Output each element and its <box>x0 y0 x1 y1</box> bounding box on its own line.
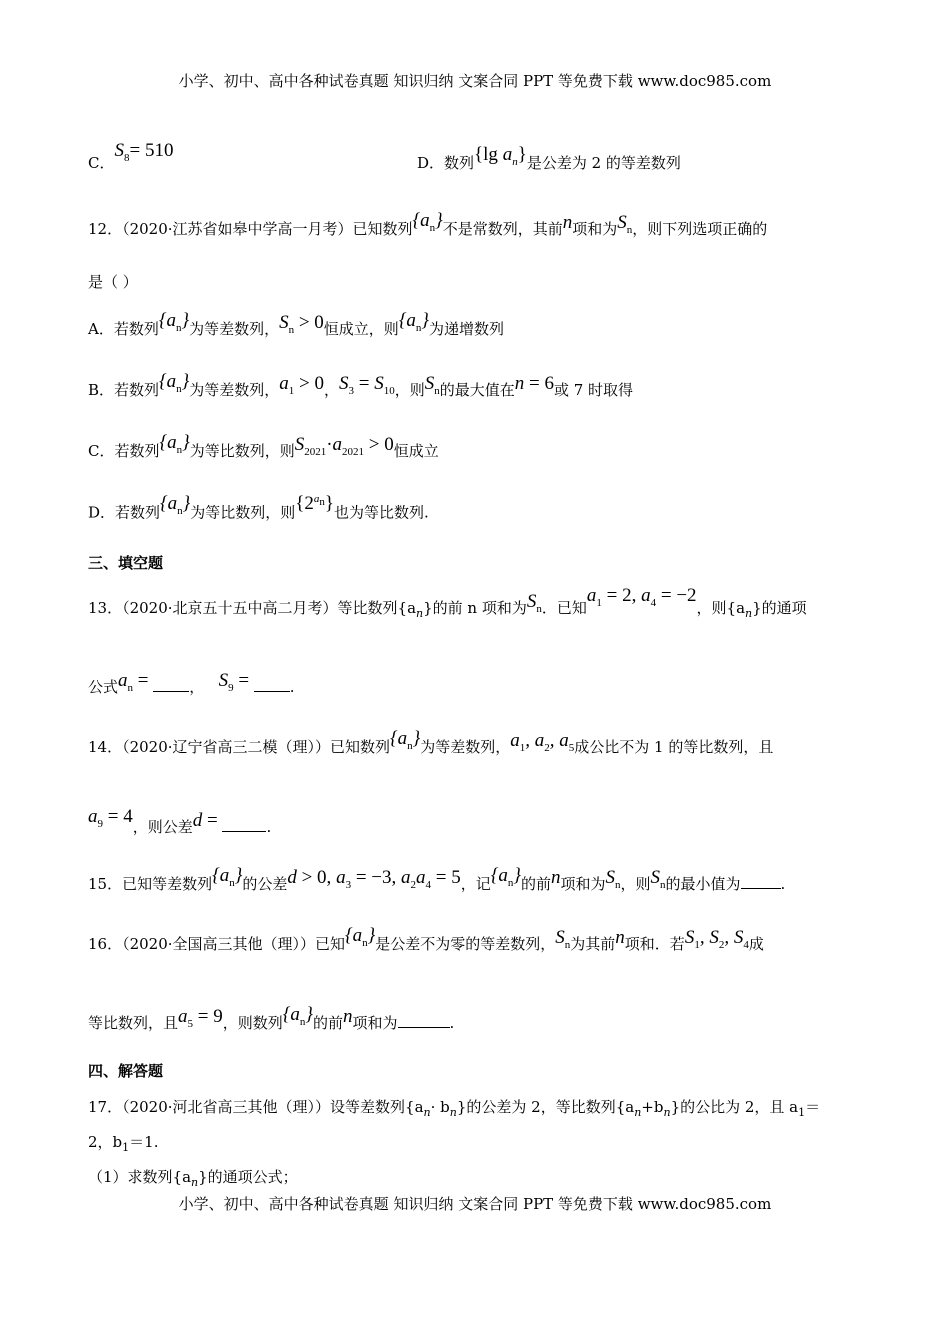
q12-option-b: B．若数列$\{a_n\}$为等差数列，$a_1 > 0$，$S_3 = S_{10}$，则$S_n$的最大值在n = 6或 7 时取得 <box>88 371 634 399</box>
q16-stem: 16．（2020·全国高三其他（理））已知$\{a_n\}$是公差不为零的等差数列，$S_n$为其前n项和．若$S_1$, $S_2$, $S_4$成 <box>88 925 764 953</box>
q11-option-c: C．$S_8= 510$ <box>88 140 174 172</box>
q17-stem-cont: 2，$b_1=1$. <box>88 1133 159 1154</box>
q11-option-d: D．数列{lg $a_n$}是公差为 2 的等差数列 <box>417 144 681 172</box>
q13-stem-cont: 公式$a_n$ = ， $S_9$ = . <box>88 670 295 696</box>
q13-stem: 13．（2020·北京五十五中高二月考）等比数列$\{a_n\}$的前 n 项和为$S_n$．已知$a_1 = 2$, $a_4 = -2$，则$\{a_n\}$的通项 <box>88 585 807 620</box>
page-header: 小学、初中、高中各种试卷真题 知识归纳 文案合同 PPT 等免费下载 www.doc985.com <box>178 72 772 90</box>
q12-stem: 12．（2020·江苏省如皋中学高一月考）已知数列$\{a_n\}$不是常数列，其前n项和为$S_n$，则下列选项正确的 <box>88 210 768 238</box>
q12-option-d: D．若数列$\{a_n\}$为等比数列，则$\{2^{a_n}\}$也为等比数列. <box>88 493 429 522</box>
q14-stem-cont: $a_9 = 4$，则公差d = . <box>88 806 272 836</box>
q17-stem: 17．（2020·河北省高三其他（理））设等差数列$\{a_n\cdot b_n\}$的公差为 2，等比数列$\{a_n+b_n\}$的公比为 2，且 $a_1=$ <box>88 1098 821 1119</box>
section-fill-in: 三、填空题 <box>88 554 164 572</box>
q16-stem-cont: 等比数列，且$a_5 = 9$，则数列$\{a_n\}$的前n项和为 . <box>88 1004 455 1032</box>
page-footer: 小学、初中、高中各种试卷真题 知识归纳 文案合同 PPT 等免费下载 www.doc985.com <box>178 1195 772 1213</box>
q12-stem-cont: 是（ ） <box>88 273 138 291</box>
section-answer: 四、解答题 <box>88 1062 164 1080</box>
q12-option-c: C．若数列$\{a_n\}$为等比数列，则$S_{2021}\cdot a_{2021} > 0$恒成立 <box>88 432 439 460</box>
q17-part1: （1）求数列$\{a_n\}$的通项公式； <box>88 1168 298 1189</box>
q15-stem: 15．已知等差数列$\{a_n\}$的公差d > 0, $a_3 = -3$, $a_2a_4 = 5$，记$\{a_n\}$的前n项和为$S_n$，则$S_n$的最小值为 . <box>88 865 786 893</box>
q14-stem: 14．（2020·辽宁省高三二模（理））已知数列$\{a_n\}$为等差数列，$a_1$, $a_2$, $a_5$成公比不为 1 的等比数列，且 <box>88 728 774 756</box>
q12-option-a: A．若数列$\{a_n\}$为等差数列，$S_n > 0$恒成立，则$\{a_n\}$为递增数列 <box>88 310 505 338</box>
